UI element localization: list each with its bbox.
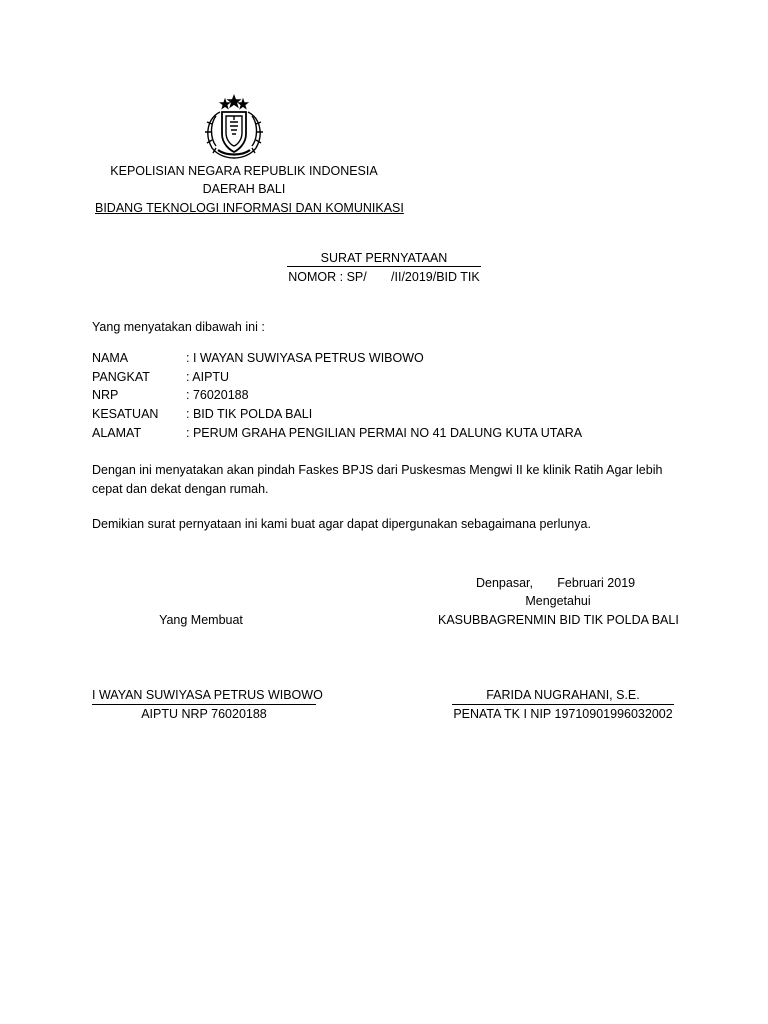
field-label-nama: NAMA xyxy=(92,351,129,365)
signer-role-left: Yang Membuat xyxy=(159,613,243,627)
field-label-pangkat: PANGKAT xyxy=(92,370,150,384)
signer-name-right: FARIDA NUGRAHANI, S.E. xyxy=(486,688,640,702)
field-label-nrp: NRP xyxy=(92,388,119,402)
intro-text: Yang menyatakan dibawah ini : xyxy=(92,320,265,334)
field-value-alamat: : PERUM GRAHA PENGILIAN PERMAI NO 41 DALUNG KUTA UTARA xyxy=(186,426,583,440)
header-institution: KEPOLISIAN NEGARA REPUBLIK INDONESIA xyxy=(110,164,378,178)
statement-paragraph-line1: Dengan ini menyatakan akan pindah Faskes BPJS dari Puskesmas Mengwi II ke klinik Ratih Agar lebih xyxy=(92,463,663,477)
field-value-nama: : I WAYAN SUWIYASA PETRUS WIBOWO xyxy=(186,351,424,365)
field-label-kesatuan: KESATUAN xyxy=(92,407,159,421)
field-label-alamat: ALAMAT xyxy=(92,426,142,440)
signature-line-left xyxy=(92,704,316,705)
signer-id-left: AIPTU NRP 76020188 xyxy=(141,707,267,721)
document-title: SURAT PERNYATAAN xyxy=(320,251,448,265)
field-value-pangkat: : AIPTU xyxy=(186,370,230,384)
header-division: BIDANG TEKNOLOGI INFORMASI DAN KOMUNIKASI xyxy=(95,201,404,215)
header-region: DAERAH BALI xyxy=(202,182,286,196)
closing-paragraph: Demikian surat pernyataan ini kami buat agar dapat dipergunakan sebagaimana perlunya. xyxy=(92,517,591,531)
signer-id-right: PENATA TK I NIP 19710901996032002 xyxy=(453,707,673,721)
signer-role-right: KASUBBAGRENMIN BID TIK POLDA BALI xyxy=(438,613,679,627)
field-value-kesatuan: : BID TIK POLDA BALI xyxy=(186,407,313,421)
signer-name-left: I WAYAN SUWIYASA PETRUS WIBOWO xyxy=(92,688,323,702)
acknowledged-label: Mengetahui xyxy=(525,594,591,608)
title-divider xyxy=(287,266,481,267)
signature-line-right xyxy=(452,704,674,705)
place-date: Denpasar, Februari 2019 xyxy=(476,576,636,590)
field-value-nrp: : 76020188 xyxy=(186,388,249,402)
statement-paragraph-line2: cepat dan dekat dengan rumah. xyxy=(92,482,269,496)
document-number: NOMOR : SP/ /II/2019/BID TIK xyxy=(288,270,480,284)
police-emblem-icon xyxy=(198,94,270,162)
